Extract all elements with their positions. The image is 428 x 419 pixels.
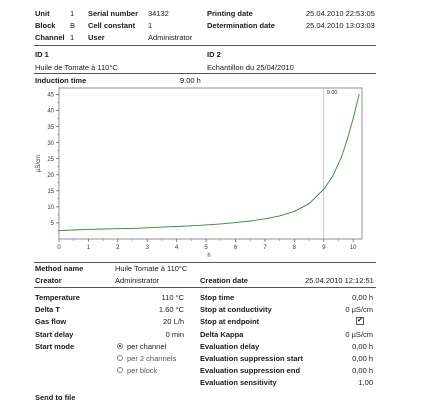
start-mode-option-label: per 2 channels (127, 354, 177, 363)
block-value: B (70, 21, 76, 30)
stop-time-value: 0,00 h (352, 293, 373, 302)
data-point (250, 221, 251, 222)
data-point (176, 226, 177, 227)
creation-date-label: Creation date (200, 276, 248, 285)
y-tick-label: 15 (47, 189, 54, 196)
method-name-label: Method name (35, 264, 84, 273)
data-point (309, 203, 310, 204)
id2-value: Echantillon du 25/04/2010 (207, 63, 294, 72)
start-mode-option-label: per channel (127, 342, 167, 351)
evaluation-sensitivity-value: 1,00 (358, 378, 373, 387)
y-tick-label: 10 (47, 205, 54, 212)
data-point (235, 222, 236, 223)
stop-at-conductivity-label: Stop at conductivity (200, 305, 272, 314)
cell-constant-label: Cell constant (88, 21, 136, 30)
serial-label: Serial number (88, 9, 139, 18)
channel-value: 1 (70, 33, 75, 42)
data-point (294, 211, 295, 212)
y-tick-label: 40 (47, 108, 54, 115)
data-point (323, 189, 324, 190)
x-tick-label: 6 (233, 245, 238, 251)
unit-label: Unit (35, 9, 50, 18)
data-point (73, 230, 74, 231)
temperature-label: Temperature (35, 293, 80, 302)
data-point (161, 227, 162, 228)
data-point (103, 229, 104, 230)
conductivity-series-line (59, 94, 359, 230)
evaluation-suppression-end-label: Evaluation suppression end (200, 366, 301, 375)
unit-value: 1 (70, 9, 75, 18)
induction-marker-label: 9.00 (326, 90, 338, 96)
chart-divider (34, 262, 376, 263)
data-point (147, 227, 148, 228)
data-point (332, 176, 333, 177)
start-mode-per-2-channels-radio[interactable] (117, 355, 123, 361)
evaluation-suppression-start-value: 0,00 h (352, 354, 373, 363)
send-to-file-link[interactable]: Send to file (35, 393, 76, 402)
delta-t-label: Delta T (35, 305, 61, 314)
evaluation-sensitivity-label: Evaluation sensitivity (200, 378, 277, 387)
stop-at-endpoint-label: Stop at endpoint (200, 317, 260, 326)
channel-label: Channel (35, 33, 65, 42)
x-tick-label: 2 (116, 245, 120, 251)
y-tick-label: 45 (47, 92, 54, 99)
evaluation-delay-label: Evaluation delay (200, 342, 260, 351)
y-tick-label: 5 (50, 221, 54, 228)
data-point (88, 229, 89, 230)
plot-frame (59, 88, 362, 239)
induction-time-value: 9.00 h (180, 76, 201, 85)
method-divider (34, 287, 376, 288)
x-tick-label: 7 (263, 245, 267, 251)
determination-date-label: Determination date (207, 21, 275, 30)
id2-label: ID 2 (207, 50, 221, 59)
delta-kappa-value: 0 µS/cm (345, 330, 373, 339)
evaluation-suppression-end-value: 0,00 h (352, 366, 373, 375)
data-point (279, 215, 280, 216)
data-point (59, 230, 60, 231)
start-mode-per-channel-radio[interactable] (117, 343, 123, 349)
data-point (132, 228, 133, 229)
data-point (264, 218, 265, 219)
start-mode-option-label: per block (127, 366, 158, 375)
creator-value: Administrator (115, 276, 160, 285)
method-name-value: Huile Tomate à 110°C (115, 264, 188, 273)
y-tick-label: 35 (47, 124, 54, 131)
block-label: Block (35, 21, 56, 30)
data-point (359, 94, 360, 95)
gas-flow-value: 20 L/h (163, 317, 184, 326)
start-mode-per-block-radio[interactable] (117, 367, 123, 373)
delta-kappa-label: Delta Kappa (200, 330, 244, 339)
id1-value: Huile de Tomate à 110°C (35, 63, 118, 72)
stop-time-label: Stop time (200, 293, 235, 302)
x-tick-label: 9 (322, 245, 326, 251)
data-point (220, 223, 221, 224)
x-tick-label: 10 (349, 245, 357, 251)
data-point (353, 118, 354, 119)
printing-date-value: 25.04.2010 22:53:05 (306, 9, 375, 18)
stop-at-conductivity-value: 0 µS/cm (345, 305, 373, 314)
x-tick-label: 1 (86, 245, 91, 251)
y-tick-label: 20 (47, 172, 54, 179)
start-delay-label: Start delay (35, 330, 74, 339)
gas-flow-label: Gas flow (35, 317, 67, 326)
data-point (206, 224, 207, 225)
y-axis-label: µS/cm (36, 154, 42, 173)
x-tick-label: 4 (174, 245, 179, 251)
y-tick-label: 25 (47, 156, 54, 163)
id1-label: ID 1 (35, 50, 49, 59)
serial-value: 34132 (148, 9, 169, 18)
data-point (117, 228, 118, 229)
stop-at-endpoint-checkbox[interactable]: ✔ (357, 317, 363, 324)
user-value: Administrator (148, 33, 193, 42)
cell-constant-value: 1 (148, 21, 153, 30)
user-label: User (88, 33, 105, 42)
x-tick-label: 8 (292, 245, 297, 251)
induction-time-label: Induction time (35, 76, 87, 85)
x-tick-label: 0 (57, 245, 61, 251)
creator-label: Creator (35, 276, 62, 285)
data-point (341, 157, 342, 158)
evaluation-suppression-start-label: Evaluation suppression start (200, 354, 303, 363)
temperature-value: 110 °C (161, 293, 184, 302)
x-tick-label: 5 (204, 245, 208, 251)
determination-date-value: 25.04.2010 13:03:03 (306, 21, 375, 30)
data-point (191, 225, 192, 226)
start-mode-label: Start mode (35, 342, 75, 351)
x-tick-label: 3 (145, 245, 149, 251)
x-axis-label: h (207, 253, 211, 259)
printing-date-label: Printing date (207, 9, 253, 18)
y-tick-label: 30 (47, 140, 54, 147)
data-point (347, 139, 348, 140)
evaluation-delay-value: 0,00 h (352, 342, 373, 351)
delta-t-value: 1.60 °C (158, 305, 184, 314)
creation-date-value: 25.04.2010 12:12:51 (305, 276, 374, 285)
start-delay-value: 0 min (165, 330, 184, 339)
